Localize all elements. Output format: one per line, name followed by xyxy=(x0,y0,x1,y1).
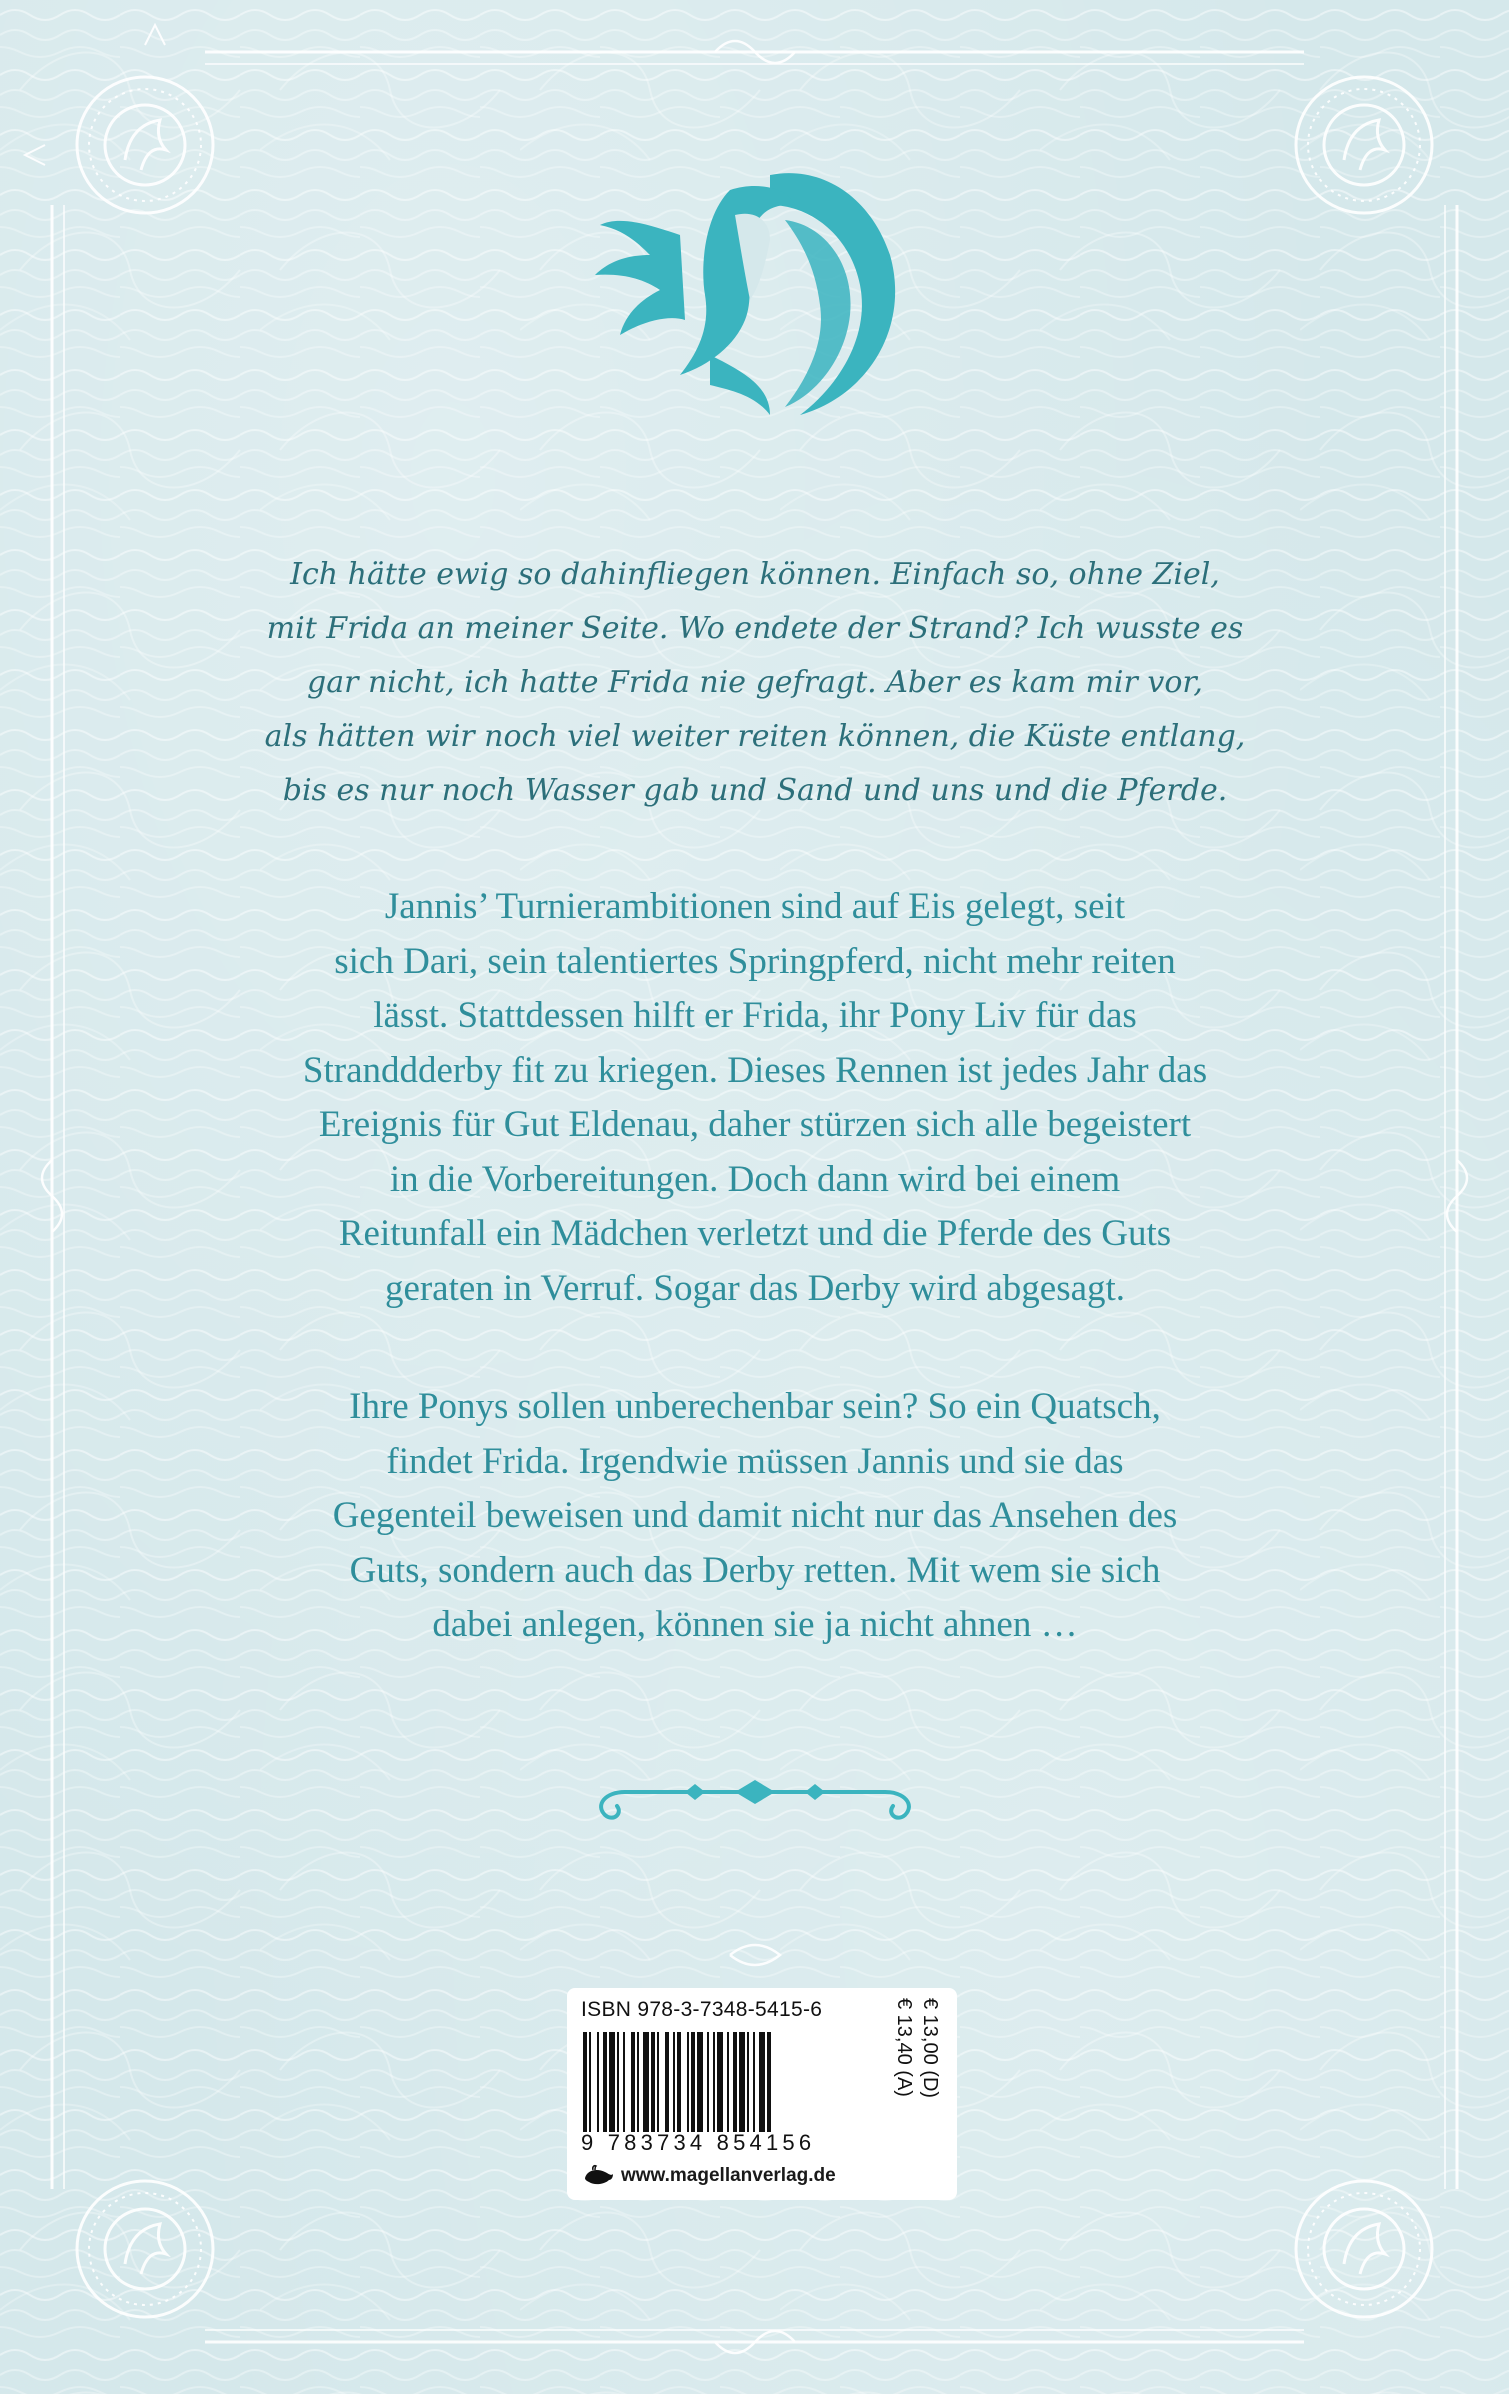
barcode-bar xyxy=(691,2032,695,2132)
whale-icon xyxy=(583,2164,615,2188)
paragraph-line: Ihre Ponys sollen unberechenbar sein? So ein Quatsch, xyxy=(349,1386,1161,1427)
barcode-bar xyxy=(687,2032,689,2132)
paragraph-line: Jannis’ Turnierambitionen sind auf Eis gelegt, seit xyxy=(384,886,1126,927)
paragraph-line: findet Frida. Irgendwie müssen Jannis und sie das xyxy=(386,1440,1124,1482)
barcode-bar xyxy=(657,2032,659,2132)
price-block xyxy=(885,1998,951,2148)
paragraph-line: dabei anlegen, können sie ja nicht ahnen … xyxy=(432,1604,1078,1645)
barcode-bar xyxy=(623,2032,625,2132)
barcode-bar xyxy=(651,2032,655,2132)
barcode-bar xyxy=(583,2032,587,2132)
paragraph-line: Reitunfall ein Mädchen verletzt und die Pferde des Guts xyxy=(338,1213,1172,1254)
barcode-bar xyxy=(727,2032,729,2132)
barcode-bar xyxy=(717,2032,723,2132)
paragraph-line: sich Dari, sein talentiertes Springpferd, nicht mehr reiten xyxy=(334,940,1176,982)
horse-medallion-icon xyxy=(25,25,213,213)
barcode-digits: 9 783734 854156 xyxy=(581,2130,816,2155)
blurb-paragraph-1 xyxy=(200,880,1310,1316)
barcode-bar xyxy=(637,2032,639,2132)
paragraph-line: Gegenteil beweisen und damit nicht nur das Ansehen des xyxy=(332,1495,1178,1536)
price-germany: € 13,00 (D) xyxy=(919,1998,941,2099)
paragraph-line: lässt. Stattdessen hilft er Frida, ihr Pony Liv für das xyxy=(373,995,1137,1036)
quote-excerpt xyxy=(200,548,1310,818)
isbn-number: ISBN 978-3-7348-5415-6 xyxy=(581,1998,823,2021)
barcode-bar xyxy=(713,2032,715,2132)
barcode-bar xyxy=(665,2032,669,2132)
barcode-bar xyxy=(707,2032,709,2132)
barcode-bar xyxy=(753,2032,755,2132)
paragraph-line: Stranddderby fit zu kriegen. Dieses Rennen ist jedes Jahr das xyxy=(302,1049,1208,1091)
barcode-bar xyxy=(767,2032,771,2132)
barcode-bar xyxy=(673,2032,675,2132)
barcode-bar xyxy=(733,2032,737,2132)
barcode-bar xyxy=(747,2032,749,2132)
barcode-bar xyxy=(631,2032,635,2132)
paragraph-line: Guts, sondern auch das Derby retten. Mit wem sie sich xyxy=(349,1549,1161,1591)
barcode-bar xyxy=(609,2032,615,2132)
publisher-website: www.magellanverlag.de xyxy=(621,2165,836,2186)
quote-line: gar nicht, ich hatte Frida nie gefragt. Aber es kam mir vor, xyxy=(307,665,1203,700)
ornament-divider-icon xyxy=(585,1770,925,1830)
quote-line: Ich hätte ewig so dahinfliegen können. Einfach so, ohne Ziel, xyxy=(290,557,1220,592)
paragraph-line: geraten in Verruf. Sogar das Derby wird abgesagt. xyxy=(384,1267,1126,1309)
quote-line: als hätten wir noch viel weiter reiten können, die Küste entlang, xyxy=(264,719,1246,754)
barcode-bar xyxy=(697,2032,703,2132)
quote-line: mit Frida an meiner Seite. Wo endete der Strand? Ich wusste es xyxy=(266,611,1244,646)
barcode-bars xyxy=(581,2032,881,2132)
barcode-bar xyxy=(759,2032,765,2132)
barcode-bar xyxy=(597,2032,599,2132)
barcode-bar xyxy=(739,2032,745,2132)
price-austria: € 13,40 (A) xyxy=(893,1998,915,2097)
publisher-row xyxy=(583,2162,836,2190)
blurb-paragraph-2 xyxy=(200,1380,1310,1653)
barcode-bar xyxy=(643,2032,649,2132)
barcode-bar xyxy=(677,2032,681,2132)
paragraph-line: in die Vorbereitungen. Doch dann wird bei einem xyxy=(389,1158,1121,1200)
quote-line: bis es nur noch Wasser gab und Sand und uns und die Pferde. xyxy=(282,773,1228,808)
barcode-box xyxy=(567,1988,957,2200)
paragraph-line: Ereignis für Gut Eldenau, daher stürzen sich alle begeistert xyxy=(318,1104,1192,1145)
barcode-bar xyxy=(617,2032,619,2132)
barcode-bar xyxy=(589,2032,591,2132)
barcode-bar xyxy=(603,2032,607,2132)
horse-head-logo-icon xyxy=(570,145,950,445)
